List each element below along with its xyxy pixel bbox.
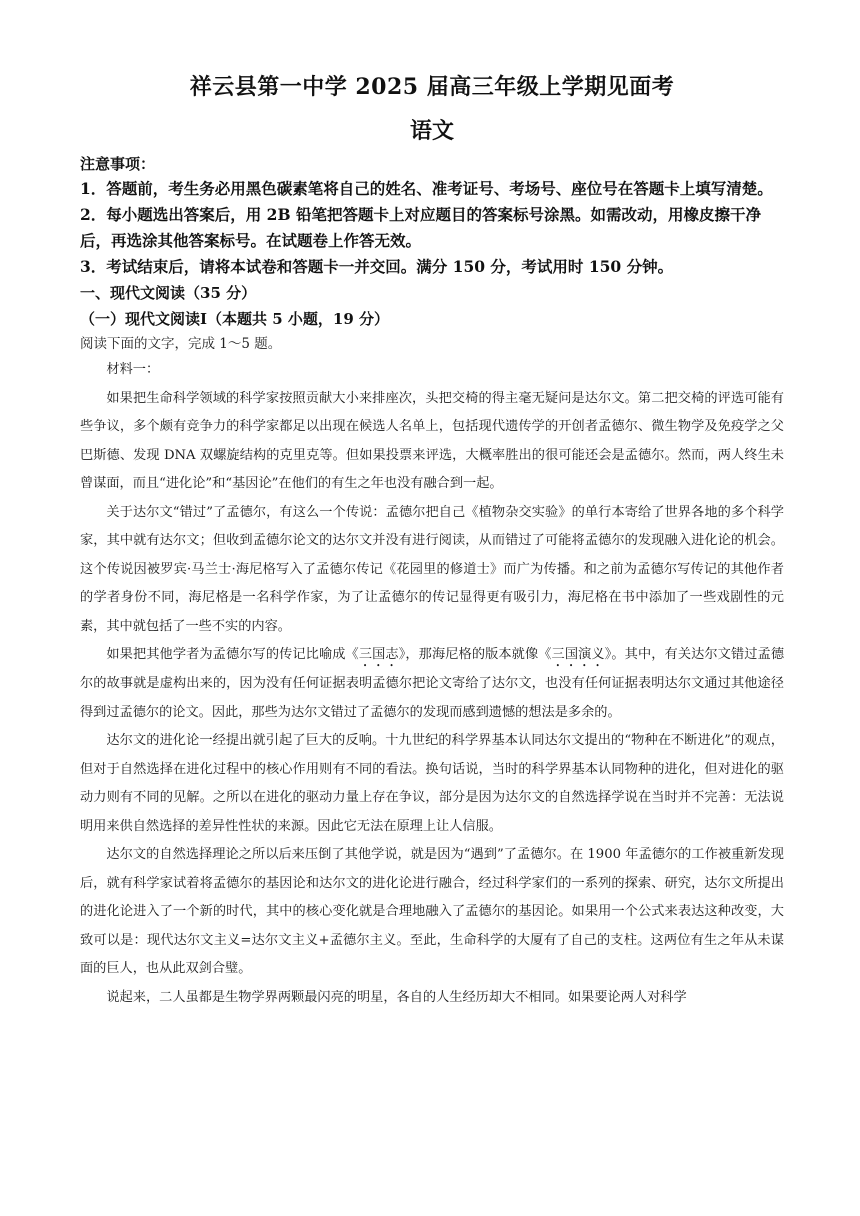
notice-item: 3．考试结束后，请将本试卷和答题卡一并交回。满分 150 分，考试用时 150 分钟。: [80, 257, 674, 276]
paragraph-text: 如果把其他学者为孟德尔写的传记比喻成《: [106, 647, 359, 662]
emphasized-title: 三国演义: [551, 647, 605, 662]
emphasized-title: 三国志: [358, 647, 399, 662]
section-heading: 一、现代文阅读（35 分）: [80, 284, 257, 302]
reading-instruction: 阅读下面的文字，完成 1～5 题。: [80, 336, 282, 352]
material-label: 材料一：: [106, 362, 160, 377]
paragraph: 达尔文的自然选择理论之所以后来压倒了其他学说，就是因为“遇到”了孟德尔。在 1900 年孟德尔的工作被重新发现后，就有科学家试着将孟德尔的基因论和达尔文的进化论进行融合，经过科学家们的一系列的探索、研究，达尔文所提出的进化论进入了一个新的时代，其中的核心变化就是合理地融入了孟德尔的基因论。如果用一个公式来表达这种改变，大致可以是：现代达尔文主义=达尔文主义+孟德尔主义。至此，生命科学的大厦有了自己的支柱。这两位有生之年从未谋面的巨人，也从此双剑合璧。: [80, 847, 784, 976]
exam-page: [80, 72, 784, 1012]
notice-item: 1．答题前，考生务必用黑色碳素笔将自己的姓名、准考证号、考场号、座位号在答题卡上填写清楚。: [80, 179, 773, 198]
paragraph: 如果把生命科学领域的科学家按照贡献大小来排座次，头把交椅的得主毫无疑问是达尔文。第二把交椅的评选可能有些争议，多个颇有竞争力的科学家都足以出现在候选人名单上，包括现代遗传学的开创者孟德尔、微生物学及免疫学之父巴斯德、发现 DNA 双螺旋结构的克里克等。但如果投票来评选，大概率胜出的很可能还会是孟德尔。然而，两人终生未曾谋面，而且“进化论”和“基因论”在他们的有生之年也没有融合到一起。: [80, 390, 784, 491]
paragraph-text: 》。其中，有关达尔文错过孟德尔的故事就是虚构出来的，因为没有任何证据表明孟德尔把论文寄给了达尔文，也没有任何证据表明达尔文通过其他途径得到过孟德尔的论文。因此，那些为达尔文错过了孟德尔的发现而感到遗憾的想法是多余的。: [80, 647, 785, 720]
paragraph-text: 》，那海尼格的版本就像《: [398, 647, 552, 662]
notice-heading: 注意事项：: [80, 155, 156, 173]
paragraph: 达尔文的进化论一经提出就引起了巨大的反响。十九世纪的科学界基本认同达尔文提出的“物种在不断进化”的观点，但对于自然选择在进化过程中的核心作用则有不同的看法。换句话说，当时的科学界基本认同物种的进化，但对进化的驱动力则有不同的见解。之所以在进化的驱动力量上存在争议，部分是因为达尔文的自然选择学说在当时并不完善：无法说明用来供自然选择的差异性性状的来源。因此它无法在原理上让人信服。: [80, 733, 784, 834]
paragraph: 关于达尔文“错过”了孟德尔，有这么一个传说：孟德尔把自己《植物杂交实验》的单行本寄给了世界各地的多个科学家，其中就有达尔文；但收到孟德尔论文的达尔文并没有进行阅读，从而错过了可能将孟德尔的发现融入进化论的机会。这个传说因被罗宾·马兰士·海尼格写入了孟德尔传记《花园里的修道士》而广为传播。和之前为孟德尔写传记的其他作者的学者身份不同，海尼格是一名科学作家，为了让孟德尔的传记显得更有吸引力，海尼格在书中添加了一些戏剧性的元素，其中就包括了一些不实的内容。: [80, 504, 784, 634]
subsection-heading: （一）现代文阅读Ⅰ（本题共 5 小题，19 分）: [80, 310, 389, 328]
paragraph: 说起来，二人虽都是生物学界两颗最闪亮的明星，各自的人生经历却大不相同。如果要论两人对科学: [106, 989, 687, 1005]
exam-title: 祥云县第一中学 2025 届高三年级上学期见面考: [189, 74, 675, 100]
notice-item: 2．每小题选出答案后，用 2B 铅笔把答题卡上对应题目的答案标号涂黑。如需改动，用橡皮擦干净后，再选涂其他答案标号。在试题卷上作答无效。: [80, 205, 761, 250]
subject-title: 语文: [409, 118, 454, 144]
paragraph: [80, 641, 784, 727]
